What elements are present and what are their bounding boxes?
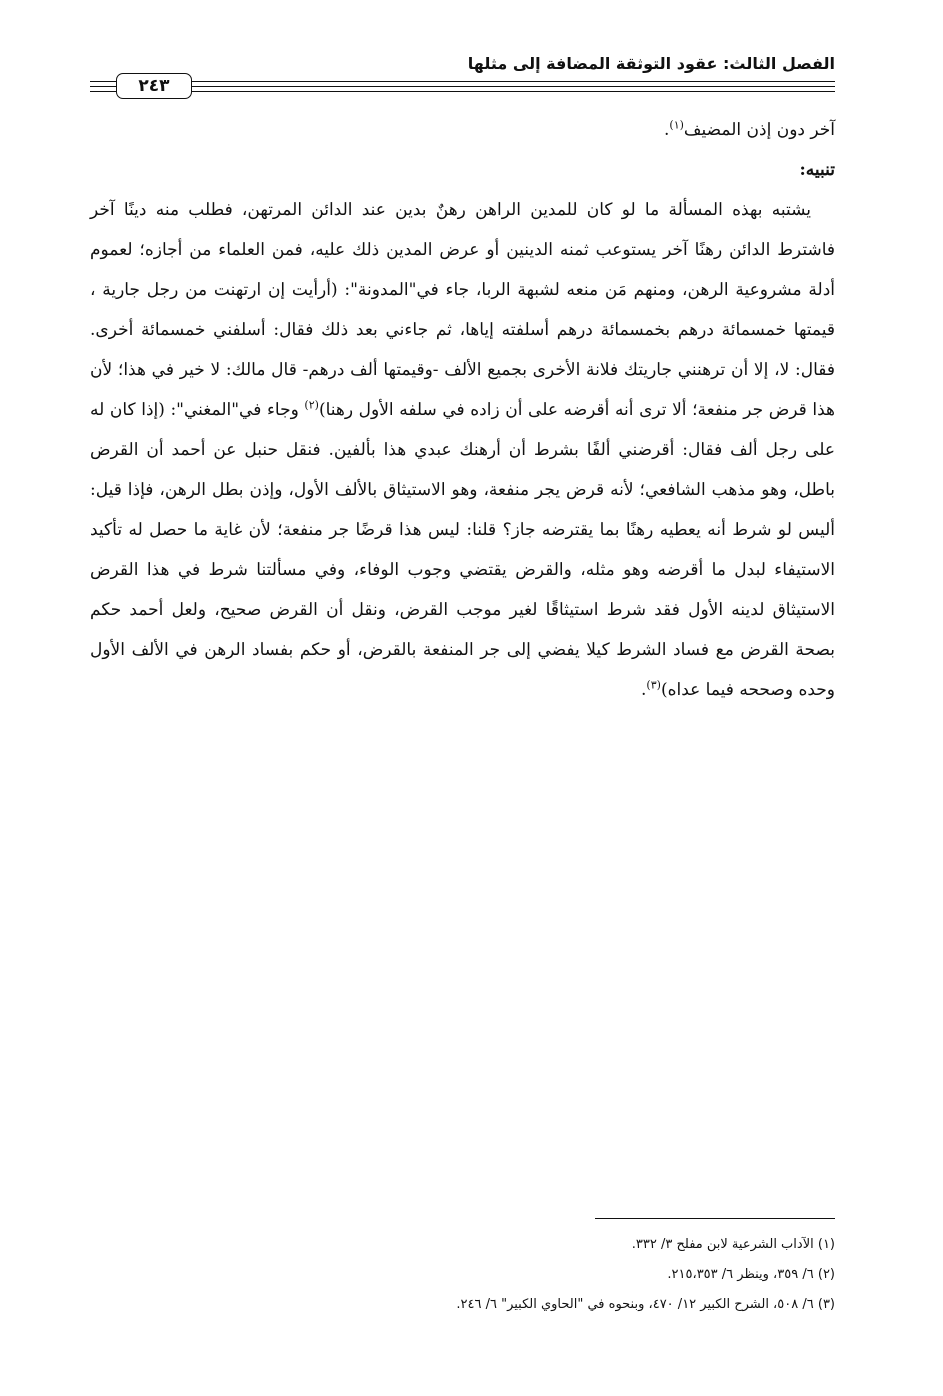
paragraph-text: وجاء في"المغني": (إذا كان له على رجل ألف فقال: أقرضني ألفًا بشرط أن أرهنك عبدي هذا بألفين. فنقل حنبل عن أحمد أن القرض باطل، وهو مذهب الشافعي؛ لأنه قرض يجر منفعة، وهو الاستيثاق بالألف الأول، وإذن بطل الرهن، فإذا قيل: أليس لو شرط أنه يعطيه رهنًا بما يقترضه جاز؟ قلنا: ليس هذا قرضًا جر منفعة؛ لأن غاية ما حصل له تأكيد الاستيفاء لبدل ما أقرضه وهو مثله، والقرض يقتضي وجوب الوفاء، وفي مسألتنا شرط في هذا القرض الاستيثاق لدينه الأول فقد شرط استيثاقًا لغير موجب القرض، ونقل أن القرض صحيح، ولعل أحمد حكم بصحة القرض مع فساد الشرط كيلا يفضي إلى جر المنفعة بالقرض، أو حكم بفساد الرهن في الألف الأول وحده وصححه فيما عداه) bbox=[90, 400, 835, 700]
footnote-3: (٣) ٦/ ٥٠٨، الشرح الكبير ١٢/ ٤٧٠، وبنحوه في "الحاوي الكبير" ٦/ ٢٤٦. bbox=[456, 1297, 835, 1312]
running-title: الفصل الثالث: عقود التوثقة المضافة إلى مثلها bbox=[467, 54, 835, 73]
footnote-1: (١) الآداب الشرعية لابن مفلح ٣/ ٣٣٢. bbox=[631, 1237, 835, 1252]
header-rule bbox=[90, 86, 835, 87]
footnote-2: (٢) ٦/ ٣٥٩، وينظر ٦/ ٢١٥،٣٥٣. bbox=[667, 1267, 835, 1282]
paragraph bbox=[90, 190, 835, 710]
page-number: ٢٤٣ bbox=[116, 73, 192, 99]
intro-end: . bbox=[664, 120, 670, 140]
paragraph-text: يشتبه بهذه المسألة ما لو كان للمدين الراهن رهنٌ بدين عند الدائن المرتهن، فطلب منه دينًا آخر فاشترط الدائن رهنًا آخر يستوعب ثمنه الدينين أو عرض المدين ذلك عليه، فمن العلماء من أجازه؛ لعموم أدلة مشروعية الرهن، ومنهم مَن منعه لشبهة الربا، جاء في"المدونة": (أرأيت إن ارتهنت من رجل جارية ، قيمتها خمسمائة درهم بخمسمائة درهم أسلفته إياها، ثم جاءني بعد ذلك فقال: أسلفني خمسمائة أخرى. فقال: لا، إلا أن ترهنني جاريتك فلانة الأخرى بجميع الألف -وقيمتها ألف درهم- قال مالك: لا خير في هذا؛ لأن هذا قرض جر منفعة؛ ألا ترى أنه أقرضه على أن زاده في سلفه الأول رهنا) bbox=[90, 200, 835, 420]
body-text bbox=[90, 110, 835, 710]
footnote-ref-2[interactable]: (٢) bbox=[304, 398, 319, 412]
footnotes bbox=[90, 1230, 835, 1320]
footnote-ref-3[interactable]: (٣) bbox=[646, 678, 661, 692]
footnote-ref-1[interactable]: (١) bbox=[669, 118, 684, 132]
header-rule bbox=[90, 91, 835, 92]
intro-text: آخر دون إذن المضيف bbox=[683, 120, 835, 140]
header-rule bbox=[90, 81, 835, 82]
intro-line bbox=[90, 110, 835, 150]
section-heading: تنبيه: bbox=[799, 160, 835, 180]
footnote-rule bbox=[595, 1218, 835, 1219]
paragraph-end: . bbox=[641, 680, 647, 700]
